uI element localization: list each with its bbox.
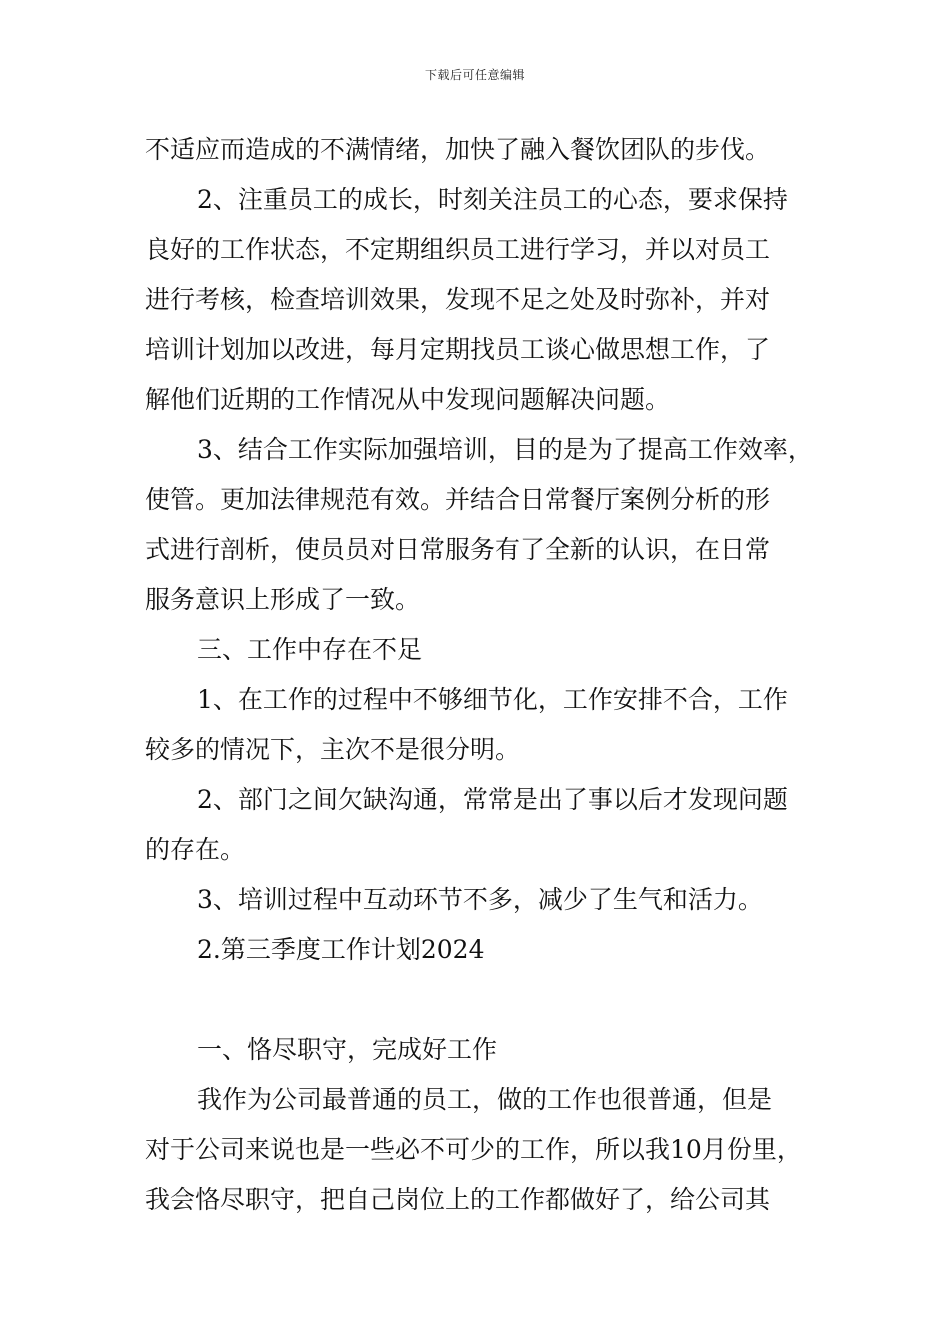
- text-line: 服务意识上形成了一致。: [145, 585, 421, 614]
- section-heading: 三、工作中存在不足: [197, 635, 423, 664]
- text-line: 培训计划加以改进，每月定期找员工谈心做思想工作，了: [145, 335, 771, 364]
- text-line: 我会恪尽职守，把自己岗位上的工作都做好了，给公司其: [145, 1185, 771, 1214]
- text-line: 2、注重员工的成长，时刻关注员工的心态，要求保持: [197, 185, 788, 214]
- section-heading: 一、恪尽职守，完成好工作: [197, 1035, 498, 1064]
- document-title: 2.第三季度工作计划2024: [197, 935, 485, 964]
- text-line: 对于公司来说也是一些必不可少的工作，所以我10月份里，: [145, 1135, 802, 1164]
- text-line: 的存在。: [145, 835, 246, 864]
- document-body: [145, 125, 825, 1225]
- text-line: 我作为公司最普通的员工，做的工作也很普通，但是: [197, 1085, 773, 1114]
- text-line: 3、结合工作实际加强培训，目的是为了提高工作效率，: [197, 435, 813, 464]
- text-line: 进行考核，检查培训效果，发现不足之处及时弥补，并对: [145, 285, 771, 314]
- text-line: 解他们近期的工作情况从中发现问题解决问题。: [145, 385, 671, 414]
- text-line: 不适应而造成的不满情绪，加快了融入餐饮团队的步伐。: [145, 135, 771, 164]
- text-line: 2、部门之间欠缺沟通，常常是出了事以后才发现问题: [197, 785, 788, 814]
- text-line: 3、培训过程中互动环节不多，减少了生气和活力。: [197, 885, 763, 914]
- text-line: 良好的工作状态，不定期组织员工进行学习，并以对员工: [145, 235, 771, 264]
- blank-line: [145, 975, 825, 1025]
- text-line: 1、在工作的过程中不够细节化，工作安排不合，工作: [197, 685, 788, 714]
- text-line: 较多的情况下，主次不是很分明。: [145, 735, 521, 764]
- text-line: 使管。更加法律规范有效。并结合日常餐厅案例分析的形: [145, 485, 771, 514]
- text-line: 式进行剖析，使员员对日常服务有了全新的认识，在日常: [145, 535, 771, 564]
- page-header: 下载后可任意编辑: [424, 68, 525, 82]
